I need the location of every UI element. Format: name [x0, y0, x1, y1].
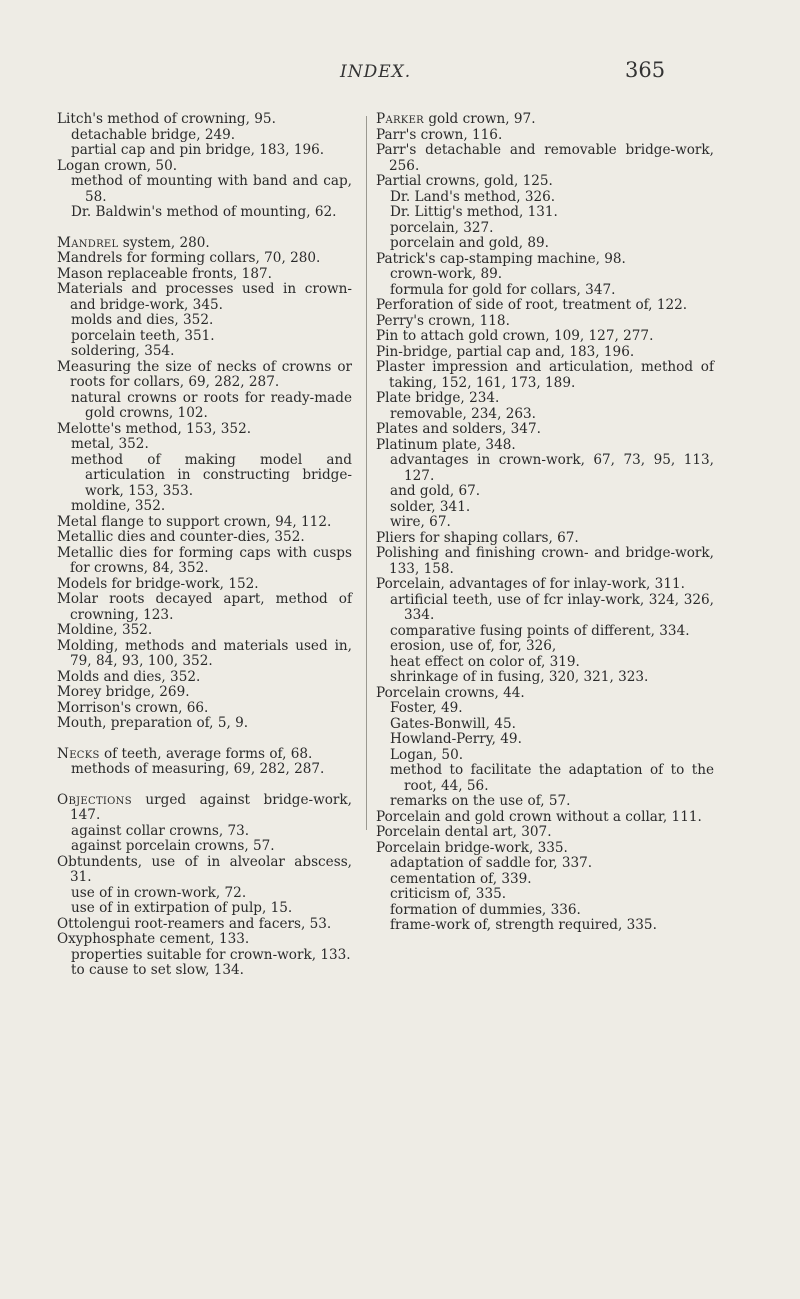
index-entry-text: Materials and processes used in crown- and bridge-work, 345.: [57, 281, 352, 313]
index-entry-text: Oxyphosphate cement, 133.: [57, 931, 250, 947]
index-entry-text: shrinkage of in fusing, 320, 321, 323.: [390, 669, 649, 685]
index-entry-text: Foster, 49.: [390, 700, 463, 716]
index-entry-text: Porcelain and gold crown without a collar, 111.: [376, 808, 702, 825]
index-entry: [376, 128, 714, 144]
index-entry: [57, 716, 352, 732]
index-entry-text: Partial crowns, gold, 125.: [376, 173, 553, 189]
index-entry-text: Obtundents, use of in alveolar abscess, 31.: [57, 853, 352, 885]
index-lead-term: Parker: [376, 111, 424, 127]
index-entry: [376, 810, 714, 826]
index-entry-text: frame-work of, strength required, 335.: [390, 917, 657, 933]
index-entry: [376, 686, 714, 702]
column-divider: [366, 116, 367, 830]
index-entry: [376, 221, 714, 237]
index-entry-text: Mouth, preparation of, 5, 9.: [57, 715, 249, 731]
index-entry-text: Litch's method of crowning, 95.: [57, 111, 276, 127]
index-column-right: [376, 112, 714, 934]
index-entry-text: criticism of, 335.: [390, 886, 507, 902]
index-entry-text: Parr's crown, 116.: [376, 126, 503, 143]
index-entry-text: Dr. Land's method, 326.: [390, 188, 556, 205]
index-entry-text: Platinum plate, 348.: [376, 436, 516, 453]
index-entry-text: properties suitable for crown-work, 133.: [71, 946, 351, 963]
index-entry-text: Models for bridge-work, 152.: [57, 575, 259, 592]
index-entry: [57, 391, 352, 422]
index-entry-text: natural crowns or roots for ready-made gold crowns, 102.: [71, 389, 352, 421]
index-entry: [57, 839, 352, 855]
index-entry-text: advantages in crown-work, 67, 73, 95, 113, 127.: [390, 452, 714, 484]
index-entry-text: Perry's crown, 118.: [376, 312, 510, 329]
page-number: 365: [625, 58, 666, 82]
index-entry: [57, 530, 352, 546]
index-entry: [376, 360, 714, 391]
index-entry: [376, 577, 714, 593]
index-entry-text: partial cap and pin bridge, 183, 196.: [71, 142, 325, 158]
index-entry: [376, 314, 714, 330]
index-entry-text: Mandrels for forming collars, 70, 280.: [57, 250, 321, 266]
index-entry: [376, 748, 714, 764]
index-entry: [57, 701, 352, 717]
index-entry-text: method of making model and articulation in constructing bridge-work, 153, 353.: [71, 451, 352, 499]
index-entry: [376, 484, 714, 500]
index-entry-text: Metallic dies for forming caps with cusps for crowns, 84, 352.: [57, 544, 352, 576]
index-entry-text: Metal flange to support crown, 94, 112.: [57, 513, 332, 530]
index-entry: [57, 948, 352, 964]
index-entry-text: remarks on the use of, 57.: [390, 793, 571, 809]
index-entry: [57, 963, 352, 979]
index-entry: [376, 500, 714, 516]
index-entry: [376, 112, 714, 128]
index-entry-text: Pin-bridge, partial cap and, 183, 196.: [376, 343, 635, 360]
index-entry: [376, 391, 714, 407]
index-entry-text: soldering, 354.: [71, 343, 175, 359]
running-head: [0, 58, 800, 88]
index-lead-term: Mandrel: [57, 234, 119, 251]
index-entry-text: removable, 234, 263.: [390, 405, 536, 422]
index-entry-text: Perforation of side of root, treatment of, 122.: [376, 297, 688, 313]
index-entry-text: use of in extirpation of pulp, 15.: [71, 900, 293, 916]
index-entry-text: Porcelain, advantages of for inlay-work, 311.: [376, 576, 685, 592]
index-entry: [376, 190, 714, 206]
index-entry: [57, 251, 352, 267]
index-entry-text: Morrison's crown, 66.: [57, 699, 209, 716]
index-entry: [376, 515, 714, 531]
index-entry: [57, 639, 352, 670]
index-entry: [376, 794, 714, 810]
index-entry: [376, 531, 714, 547]
index-entry: [57, 793, 352, 824]
index-entry: [57, 174, 352, 205]
index-entry-text: against collar crowns, 73.: [71, 822, 250, 839]
index-entry: [57, 685, 352, 701]
index-entry: [57, 515, 352, 531]
index-entry: [376, 701, 714, 717]
index-entry-text: Gates-Bonwill, 45.: [390, 715, 516, 732]
index-entry: [57, 747, 352, 763]
index-lead-term: Necks: [57, 745, 100, 762]
index-entry-text: methods of measuring, 69, 282, 287.: [71, 761, 325, 777]
index-entry: [376, 872, 714, 888]
index-entry: [376, 438, 714, 454]
index-entry-text: Dr. Baldwin's method of mounting, 62.: [71, 204, 337, 220]
index-column-left: [57, 112, 352, 979]
index-entry-text: use of in crown-work, 72.: [71, 884, 247, 901]
index-entry: [376, 903, 714, 919]
index-entry: [57, 499, 352, 515]
index-entry: [57, 855, 352, 886]
index-entry: [376, 887, 714, 903]
index-entry-text: comparative fusing points of different, 334.: [390, 622, 690, 639]
index-entry: [376, 267, 714, 283]
index-entry: [57, 623, 352, 639]
index-entry: [57, 762, 352, 778]
index-entry: [376, 918, 714, 934]
index-entry-text: Porcelain bridge-work, 335.: [376, 839, 568, 856]
index-entry-text: Molding, methods and materials used in, 79, 84, 93, 100, 352.: [57, 637, 352, 669]
index-entry: [376, 546, 714, 577]
index-entry: [376, 593, 714, 624]
index-entry-text: Pin to attach gold crown, 109, 127, 277.: [376, 328, 654, 344]
index-entry: [57, 824, 352, 840]
index-entry: [376, 252, 714, 268]
index-entry-text: crown-work, 89.: [390, 266, 503, 282]
index-entry-text: Metallic dies and counter-dies, 352.: [57, 529, 305, 545]
index-entry: [57, 422, 352, 438]
index-entry: [57, 282, 352, 313]
index-entry: [376, 236, 714, 252]
index-entry-text: moldine, 352.: [71, 498, 166, 514]
index-entry: [57, 344, 352, 360]
index-entry-text: porcelain and gold, 89.: [390, 235, 549, 251]
index-entry: [57, 917, 352, 933]
index-entry-text: Parr's detachable and removable bridge-work, 256.: [376, 142, 714, 174]
index-entry: [376, 298, 714, 314]
index-entry-text: Melotte's method, 153, 352.: [57, 420, 252, 437]
index-entry-text: Polishing and finishing crown- and bridge-work, 133, 158.: [376, 545, 714, 577]
index-entry: [57, 313, 352, 329]
index-entry: [57, 546, 352, 577]
index-entry-text: Morey bridge, 269.: [57, 684, 190, 700]
index-entry-text: gold crown, 97.: [424, 111, 536, 127]
index-entry: [57, 437, 352, 453]
index-entry: [57, 932, 352, 948]
index-entry-text: Dr. Littig's method, 131.: [390, 204, 558, 220]
index-entry-text: Moldine, 352.: [57, 622, 153, 638]
index-entry-text: Molds and dies, 352.: [57, 668, 201, 685]
index-entry: [376, 329, 714, 345]
index-entry: [376, 717, 714, 733]
index-entry-text: molds and dies, 352.: [71, 312, 214, 328]
index-entry: [57, 143, 352, 159]
index-entry-text: Porcelain dental art, 307.: [376, 824, 552, 840]
index-entry: [57, 329, 352, 345]
index-entry: [376, 841, 714, 857]
index-entry-text: Patrick's cap-stamping machine, 98.: [376, 250, 626, 267]
index-entry: [376, 732, 714, 748]
index-entry-text: erosion, use of, for, 326,: [390, 638, 557, 654]
index-entry-text: Howland-Perry, 49.: [390, 731, 522, 747]
index-entry-text: solder, 341.: [390, 498, 471, 515]
index-entry-text: metal, 352.: [71, 436, 149, 452]
index-entry: [57, 886, 352, 902]
index-entry: [376, 205, 714, 221]
index-entry-text: against porcelain crowns, 57.: [71, 838, 275, 854]
index-entry-text: adaptation of saddle for, 337.: [390, 855, 593, 871]
index-entry-text: wire, 67.: [390, 514, 451, 530]
index-entry-text: heat effect on color of, 319.: [390, 653, 580, 670]
index-entry: [57, 267, 352, 283]
index-entry-text: Logan crown, 50.: [57, 157, 178, 174]
index-entry: [376, 143, 714, 174]
index-entry-text: formula for gold for collars, 347.: [390, 281, 616, 298]
index-entry-text: porcelain, 327.: [390, 219, 494, 236]
index-entry-text: urged against bridge-work, 147.: [70, 791, 352, 823]
index-entry: [57, 592, 352, 623]
index-entry-text: method to facilitate the adaptation of to the root, 44, 56.: [390, 762, 714, 794]
index-entry: [376, 856, 714, 872]
index-entry-text: formation of dummies, 336.: [390, 901, 581, 918]
index-entry: [57, 205, 352, 221]
index-entry-text: Ottolengui root-reamers and facers, 53.: [57, 915, 332, 932]
index-entry-text: method of mounting with band and cap, 58.: [71, 173, 352, 205]
index-entry-text: to cause to set slow, 134.: [71, 962, 244, 978]
index-entry: [376, 422, 714, 438]
index-entry-text: of teeth, average forms of, 68.: [99, 745, 313, 762]
index-entry-text: Plaster impression and articulation, method of taking, 152, 161, 173, 189.: [376, 359, 714, 391]
index-entry-text: Mason replaceable fronts, 187.: [57, 265, 272, 282]
index-entry: [57, 670, 352, 686]
index-entry-text: artificial teeth, use of fcr inlay-work, 324, 326, 334.: [390, 591, 714, 623]
index-entry-text: Logan, 50.: [390, 746, 464, 763]
index-entry-text: Plates and solders, 347.: [376, 421, 541, 437]
index-entry: [376, 624, 714, 640]
index-entry-text: porcelain teeth, 351.: [71, 327, 215, 344]
index-entry: [376, 670, 714, 686]
index-entry-text: Pliers for shaping collars, 67.: [376, 529, 579, 546]
index-entry: [57, 112, 352, 128]
index-entry-text: system, 280.: [118, 234, 210, 251]
index-entry: [57, 128, 352, 144]
index-entry: [376, 345, 714, 361]
index-entry-text: and gold, 67.: [390, 483, 481, 499]
index-entry-text: Measuring the size of necks of crowns or roots for collars, 69, 282, 287.: [57, 358, 352, 390]
index-entry: [57, 577, 352, 593]
index-entry: [376, 174, 714, 190]
index-entry: [376, 453, 714, 484]
index-entry-text: Molar roots decayed apart, method of crowning, 123.: [57, 591, 352, 623]
index-entry-text: Porcelain crowns, 44.: [376, 684, 525, 701]
index-entry: [57, 159, 352, 175]
index-entry: [376, 655, 714, 671]
index-entry: [376, 283, 714, 299]
index-entry: [376, 825, 714, 841]
index-entry: [57, 360, 352, 391]
index-entry: [57, 901, 352, 917]
index-entry: [376, 407, 714, 423]
index-entry: [376, 763, 714, 794]
index-entry-text: cementation of, 339.: [390, 870, 532, 887]
index-entry-text: Plate bridge, 234.: [376, 390, 500, 406]
index-entry: [376, 639, 714, 655]
page-title: INDEX.: [340, 62, 412, 82]
index-lead-term: Objections: [57, 791, 132, 808]
index-entry: [57, 453, 352, 500]
index-entry: [57, 236, 352, 252]
index-entry-text: detachable bridge, 249.: [71, 126, 236, 143]
